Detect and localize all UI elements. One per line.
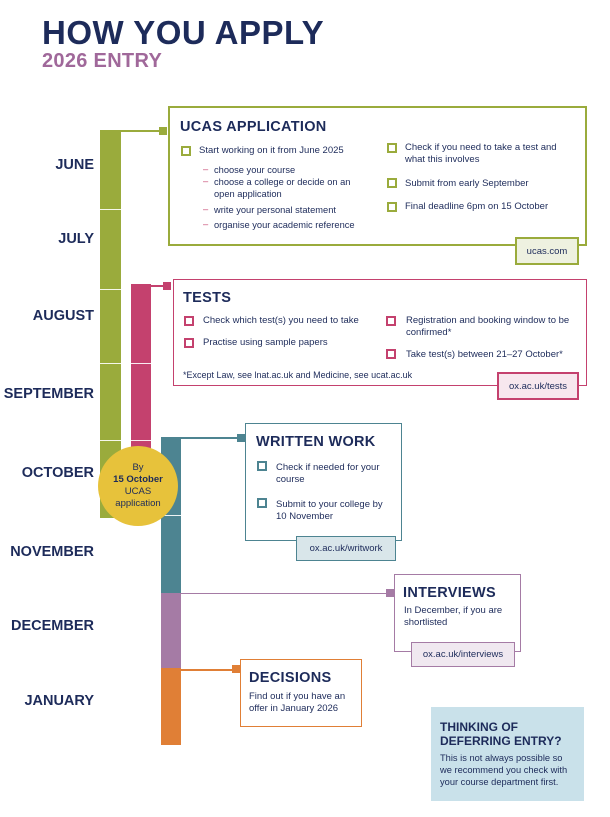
tests-link[interactable]: ox.ac.uk/tests: [497, 372, 579, 400]
ucas-connector-node: [159, 127, 167, 135]
decisions-timeline-bar: [161, 668, 181, 745]
page-title: HOW YOU APPLY: [42, 14, 325, 51]
ucas-link[interactable]: ucas.com: [515, 237, 579, 265]
dash-icon: –: [203, 204, 209, 214]
badge-date: 15 October: [113, 474, 163, 485]
written-work-link[interactable]: ox.ac.uk/writwork: [296, 536, 396, 561]
decisions-text-2: offer in January 2026: [249, 703, 339, 714]
badge-line: UCAS: [124, 486, 152, 497]
ucas-subitem: organise your academic reference: [214, 220, 355, 230]
bar-tick: [100, 440, 121, 441]
interviews-heading: INTERVIEWS: [403, 585, 496, 601]
written-heading: WRITTEN WORK: [256, 434, 376, 450]
checkbox-icon: [181, 146, 191, 156]
checkbox-icon: [387, 202, 397, 212]
decisions-connector: [181, 669, 235, 671]
ucas-subitem: open application: [214, 189, 282, 199]
bar-tick: [100, 289, 121, 290]
ucas-subitem: write your personal statement: [214, 205, 336, 215]
tests-take-item: Take test(s) between 21–27 October*: [406, 349, 563, 360]
bar-tick: [100, 209, 121, 210]
tests-check-item: Check which test(s) you need to take: [203, 315, 359, 326]
tests-heading: TESTS: [183, 290, 232, 306]
ucas-start-item: Start working on it from June 2025: [199, 145, 344, 156]
decisions-connector-node: [232, 665, 240, 673]
written-work-box: [245, 423, 402, 541]
interviews-connector-node: [386, 589, 394, 597]
month-october: OCTOBER: [21, 465, 94, 481]
interviews-link[interactable]: ox.ac.uk/interviews: [411, 642, 515, 667]
dash-icon: –: [203, 164, 209, 174]
bar-tick: [131, 363, 151, 364]
ucas-subitem: choose your course: [214, 165, 296, 175]
deferring-entry-box: [431, 707, 584, 801]
tests-footnote: *Except Law, see lnat.ac.uk and Medicine, see ucat.ac.uk: [183, 370, 413, 380]
checkbox-icon: [257, 498, 267, 508]
written-submit-item-2: 10 November: [276, 511, 334, 522]
month-january: JANUARY: [24, 693, 94, 709]
written-check-item: Check if needed for your: [276, 462, 380, 473]
checkbox-icon: [387, 143, 397, 153]
checkbox-icon: [184, 316, 194, 326]
bar-tick: [131, 440, 151, 441]
deferring-heading: THINKING OF: [440, 720, 518, 734]
ucas-deadline-item: Final deadline 6pm on 15 October: [405, 201, 549, 212]
month-june: JUNE: [55, 157, 94, 173]
tests-registration-item: Registration and booking window to be: [406, 315, 570, 326]
month-november: NOVEMBER: [10, 544, 94, 560]
written-check-item-2: course: [276, 474, 305, 485]
tests-practise-item: Practise using sample papers: [203, 337, 328, 348]
month-august: AUGUST: [32, 308, 94, 324]
page-subtitle: 2026 ENTRY: [42, 50, 163, 72]
dash-icon: –: [203, 219, 209, 229]
checkbox-icon: [386, 316, 396, 326]
decisions-heading: DECISIONS: [249, 670, 332, 686]
month-july: JULY: [58, 231, 94, 247]
written-connector-node: [237, 434, 245, 442]
dash-icon: –: [203, 176, 209, 186]
checkbox-icon: [387, 178, 397, 188]
badge-line: By: [132, 462, 144, 473]
ucas-deadline-badge: [98, 446, 178, 526]
interviews-connector: [181, 593, 389, 594]
checkbox-icon: [386, 349, 396, 359]
ucas-submit-item: Submit from early September: [405, 178, 529, 189]
deferring-text-2: we recommend you check with: [440, 765, 568, 775]
ucas-check-tests-2: what this involves: [405, 154, 480, 165]
tests-connector-node: [163, 282, 171, 290]
deferring-text: This is not always possible so: [440, 753, 563, 763]
tests-box: [173, 279, 587, 386]
decisions-box: [240, 659, 362, 727]
month-september: SEPTEMBER: [3, 386, 94, 402]
interviews-text-2: shortlisted: [404, 617, 448, 628]
interviews-box: [394, 574, 521, 652]
decisions-text: Find out if you have an: [249, 691, 346, 702]
deferring-text-3: your course department first.: [440, 777, 559, 787]
badge-line: application: [115, 498, 161, 509]
ucas-application-box: [168, 106, 587, 246]
interviews-timeline-bar: [161, 593, 181, 668]
month-december: DECEMBER: [11, 618, 94, 634]
checkbox-icon: [257, 461, 267, 471]
checkbox-icon: [184, 338, 194, 348]
written-submit-item: Submit to your college by: [276, 499, 383, 510]
deferring-heading-2: DEFERRING ENTRY?: [440, 734, 562, 748]
ucas-subitem: choose a college or decide on an: [214, 177, 351, 187]
ucas-check-tests: Check if you need to take a test and: [405, 142, 557, 153]
interviews-text: In December, if you are: [404, 605, 503, 616]
ucas-heading: UCAS APPLICATION: [180, 119, 327, 135]
bar-tick: [100, 363, 121, 364]
ucas-connector: [121, 130, 163, 132]
tests-registration-item-2: confirmed*: [406, 327, 452, 338]
written-connector: [181, 437, 241, 439]
